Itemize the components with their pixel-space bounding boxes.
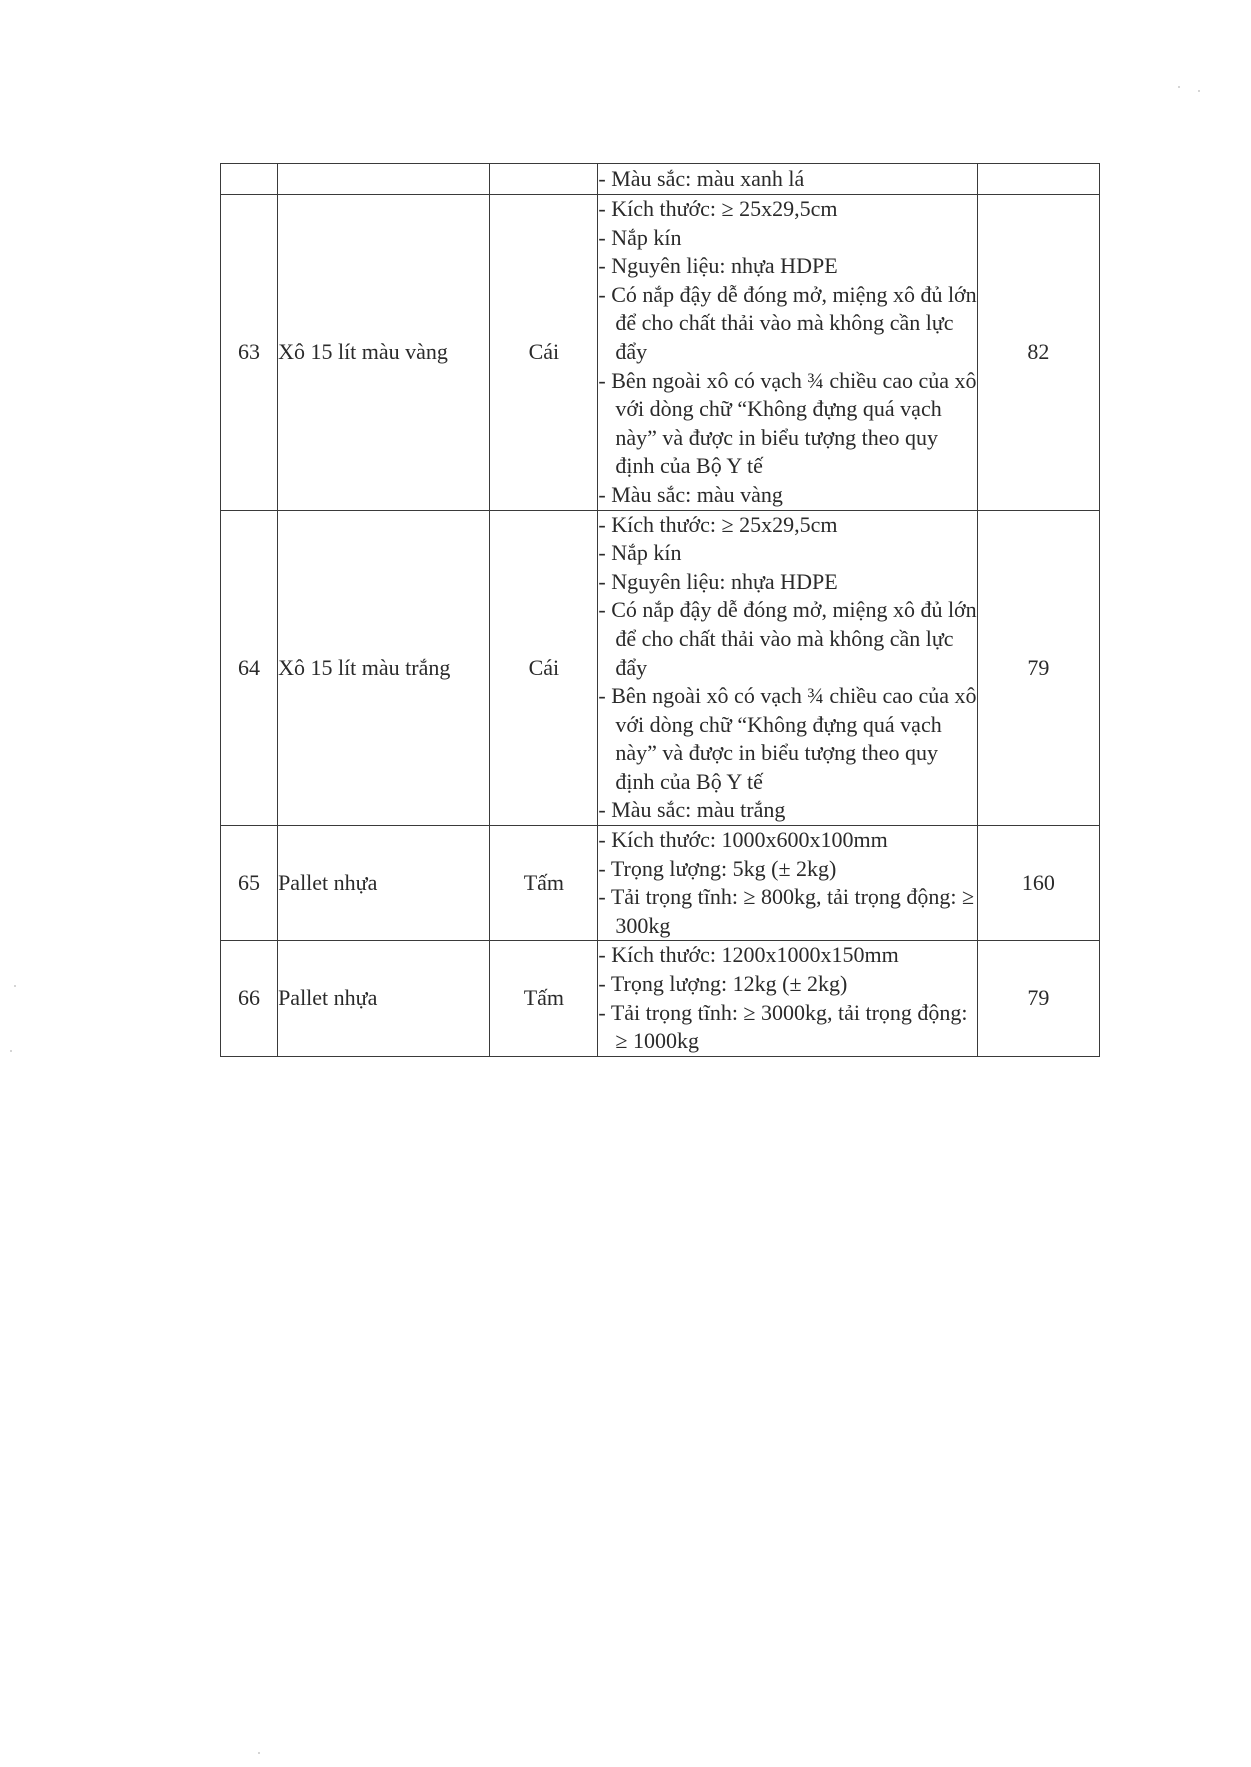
- scan-speck: [258, 1752, 260, 1754]
- item-number-cell: 63: [221, 195, 278, 511]
- item-quantity-cell: 79: [977, 510, 1099, 826]
- item-unit-cell: Tấm: [490, 941, 598, 1056]
- spec-line: - Bên ngoài xô có vạch ¾ chiều cao của xô với dòng chữ “Không đựng quá vạch này” và được in biểu tượng theo quy định của Bộ Y tế: [598, 367, 976, 481]
- spec-list: [598, 941, 976, 1055]
- spec-line: - Có nắp đậy dễ đóng mở, miệng xô đủ lớn để cho chất thải vào mà không cần lực đẩy: [598, 596, 976, 682]
- item-quantity-cell: [977, 164, 1099, 195]
- spec-line: - Nguyên liệu: nhựa HDPE: [598, 568, 976, 597]
- table-row: [221, 164, 1100, 195]
- spec-line: - Có nắp đậy dễ đóng mở, miệng xô đủ lớn để cho chất thải vào mà không cần lực đẩy: [598, 281, 976, 367]
- spec-line: - Tải trọng tĩnh: ≥ 3000kg, tải trọng động: ≥ 1000kg: [598, 999, 976, 1056]
- spec-line: - Kích thước: ≥ 25x29,5cm: [598, 195, 976, 224]
- items-table: [220, 163, 1100, 1057]
- item-unit-cell: Cái: [490, 510, 598, 826]
- item-number-cell: 65: [221, 826, 278, 941]
- spec-list: [598, 165, 976, 194]
- item-quantity-cell: 79: [977, 941, 1099, 1056]
- spec-line: - Nguyên liệu: nhựa HDPE: [598, 252, 976, 281]
- scan-speck: [10, 1050, 12, 1052]
- spec-line: - Kích thước: 1200x1000x150mm: [598, 941, 976, 970]
- item-name-cell: Xô 15 lít màu trắng: [278, 510, 490, 826]
- spec-line: - Nắp kín: [598, 224, 976, 253]
- table-row: [221, 826, 1100, 941]
- item-quantity-cell: 82: [977, 195, 1099, 511]
- spec-line: - Bên ngoài xô có vạch ¾ chiều cao của xô với dòng chữ “Không đựng quá vạch này” và được in biểu tượng theo quy định của Bộ Y tế: [598, 682, 976, 796]
- item-number-cell: 66: [221, 941, 278, 1056]
- spec-line: - Tải trọng tĩnh: ≥ 800kg, tải trọng động: ≥ 300kg: [598, 883, 976, 940]
- table-row: [221, 510, 1100, 826]
- item-spec-cell: [598, 826, 977, 941]
- spec-list: [598, 511, 976, 826]
- scan-speck: [1198, 90, 1200, 92]
- spec-line: - Trọng lượng: 5kg (± 2kg): [598, 855, 976, 884]
- spec-line: - Trọng lượng: 12kg (± 2kg): [598, 970, 976, 999]
- item-number-cell: [221, 164, 278, 195]
- item-name-cell: Pallet nhựa: [278, 941, 490, 1056]
- scan-speck: [14, 985, 16, 987]
- item-name-cell: Xô 15 lít màu vàng: [278, 195, 490, 511]
- item-spec-cell: [598, 510, 977, 826]
- item-spec-cell: [598, 941, 977, 1056]
- table-body: [221, 164, 1100, 1057]
- spec-line: - Kích thước: ≥ 25x29,5cm: [598, 511, 976, 540]
- spec-list: [598, 826, 976, 940]
- table-row: [221, 195, 1100, 511]
- spec-line: - Màu sắc: màu xanh lá: [598, 165, 976, 194]
- spec-line: - Màu sắc: màu trắng: [598, 796, 976, 825]
- item-name-cell: [278, 164, 490, 195]
- item-unit-cell: [490, 164, 598, 195]
- spec-line: - Nắp kín: [598, 539, 976, 568]
- item-spec-cell: [598, 195, 977, 511]
- table-row: [221, 941, 1100, 1056]
- item-unit-cell: Cái: [490, 195, 598, 511]
- item-name-cell: Pallet nhựa: [278, 826, 490, 941]
- spec-line: - Màu sắc: màu vàng: [598, 481, 976, 510]
- spec-list: [598, 195, 976, 510]
- item-spec-cell: [598, 164, 977, 195]
- spec-line: - Kích thước: 1000x600x100mm: [598, 826, 976, 855]
- item-number-cell: 64: [221, 510, 278, 826]
- item-unit-cell: Tấm: [490, 826, 598, 941]
- item-quantity-cell: 160: [977, 826, 1099, 941]
- scan-speck: [1178, 86, 1180, 88]
